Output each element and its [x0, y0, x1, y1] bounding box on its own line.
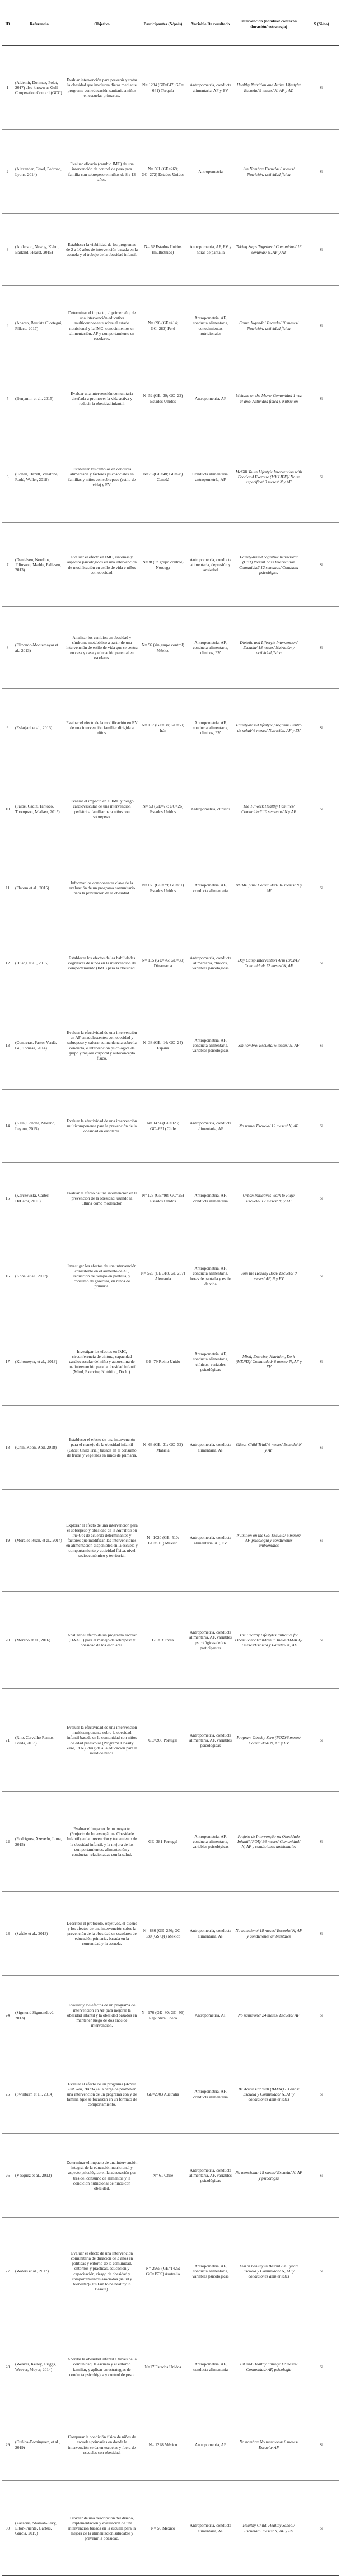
cell-intervencion: McGill Youth Lifestyle Intervention with Food and Exercise (MY LIFE)/ No se especifica/ 9 meses/ N y AF — [234, 431, 303, 523]
cell-si-no: Si — [303, 2325, 339, 2409]
cell-objetivo: Establecer el efecto de una intervención para el manejo de la obesidad infantil (Ghost Child Trial) basada en el consumo de frutas y vegetales en niños de primaria. — [65, 1406, 139, 1490]
cell-intervencion: HOME plus/ Comunidad/ 10 meses/ N y AF — [234, 851, 303, 925]
cell-id: 7 — [2, 523, 13, 607]
cell-referencia: (Danielsen, Nordhus, Júlíusson, Mæhle, Pallesen, 2013) — [13, 523, 65, 607]
cell-referencia: (Esfarjani et al., 2013) — [13, 689, 65, 767]
cell-referencia: (Zacarías, Shamah-Levy, Elton-Puente, Garbus, García, 2019) — [13, 2481, 65, 2576]
table-row — [2, 2325, 339, 2409]
table-row — [2, 2218, 339, 2325]
cell-objetivo: Analizar el efecto de un programa escolar (HAAPI) para el manejo de sobrepeso y obesidad de los escolares. — [65, 1592, 139, 1689]
cell-intervencion: Healthy Child, Healthy School/ Escuela/ 9 meses/ N, AF y EV — [234, 2481, 303, 2576]
cell-variable: Antropometría, clínicos — [187, 767, 234, 851]
cell-variable: Antropometría, AF, conducta alimentaria, clínicos, EV — [187, 689, 234, 767]
cell-referencia: (Huang et al., 2015) — [13, 925, 65, 1001]
cell-si-no: Si — [303, 46, 339, 130]
table-row — [2, 851, 339, 925]
header-row — [2, 2, 339, 46]
cell-participantes: N= 2965 (GE=1426; GC=1539) Australia — [139, 2218, 187, 2325]
cell-referencia: (Swinburn et al., 2014) — [13, 2055, 65, 2134]
table-row — [2, 607, 339, 689]
cell-objetivo: Evaluar el efecto de un programa (Active Eat Well, BAEW) a la carga de promover una intervención de un programa con y de familia (que se focalizan en un formato de comportamiento. — [65, 2055, 139, 2134]
cell-objetivo: Informar los componentes clave de la evaluación de un programa comunitario para la prevención de la obesidad. — [65, 851, 139, 925]
cell-referencia: (Kain, Concha, Moreno, Leyton, 2015) — [13, 1090, 65, 1163]
cell-intervencion: Family-based lifestyle program/ Centro de salud/ 6 meses/ Nutrición, AF y EV — [234, 689, 303, 767]
cell-referencia: (Rodrigues, Azevedo, Lima, 2015) — [13, 1792, 65, 1892]
cell-variable: Antropometría, AF, conducta alimentaria — [187, 1163, 234, 1234]
cell-participantes: GE=266 Portugal — [139, 1689, 187, 1792]
studies-table — [2, 2, 339, 2576]
table-row — [2, 1318, 339, 1406]
cell-objetivo: Determinar el impacto de una intervención integral de la educación nutricional y aspecto psicológico en la adecuación por tres del consumo de alimentos y la condición nutricional de niños con obesidad. — [65, 2134, 139, 2218]
cell-intervencion: Nutrition on the Go/ Escuela/ 6 meses/ AF, psicología y condiciones ambientales — [234, 1490, 303, 1592]
cell-referencia: (Karczewski, Carter, DeCator, 2016) — [13, 1163, 65, 1234]
cell-intervencion: GBeat-Child Trial/ 6 meses/ Escuela/ N y AF — [234, 1406, 303, 1490]
cell-si-no: Si — [303, 1234, 339, 1318]
cell-objetivo: Evaluar la efectividad de una intervención multicomponente sobre la obesidad infantil basada en la comunidad con niños de edad preescolar (Programa Obesity Zero, POZ), dirigida a la educación para la salud de niños. — [65, 1689, 139, 1792]
cell-participantes: GE=2003 Australia — [139, 2055, 187, 2134]
cell-objetivo: Establecer los efectos de las habilidades cognitivas de niños en la intervención de comportamiento (IMC) para la obesidad. — [65, 925, 139, 1001]
cell-participantes: N= 696 (GE=414; GC=282) Perú — [139, 286, 187, 366]
table-row — [2, 1792, 339, 1892]
cell-referencia: (Benjamin et al., 2015) — [13, 366, 65, 431]
cell-si-no: Si — [303, 2218, 339, 2325]
cell-objetivo: Evaluar la efectividad de una intervención multicomponente para la prevención de la obesidad en escolares. — [65, 1090, 139, 1163]
cell-referencia: (Morales-Ruan, et al., 2014) — [13, 1490, 65, 1592]
cell-referencia: (Alexander, Groel, Pedroso, Lyons, 2014) — [13, 130, 65, 214]
cell-objetivo: Proveer de una descripción del diseño, implementación y evaluación de una intervención basada en la escuela para la mejora de la alimentación saludable y prevenir la obesidad. — [65, 2481, 139, 2576]
cell-id: 27 — [2, 2218, 13, 2325]
cell-participantes: N=123 (GE=98; GC=25) Estados Unidos — [139, 1163, 187, 1234]
cell-referencia: (Weaver, Kelley, Griggs, Weaver, Moyer, 2014) — [13, 2325, 65, 2409]
cell-participantes: N= 117 (GE=58; GC=59) Irán — [139, 689, 187, 767]
table-header — [2, 2, 339, 46]
cell-si-no: Si — [303, 1406, 339, 1490]
cell-intervencion: Program Obesity Zero (POZ)/6 meses/ Comunidad/ N, AF y EV — [234, 1689, 303, 1792]
cell-participantes: GE=18 India — [139, 1592, 187, 1689]
cell-objetivo: Evaluar y los efectos de un programa de intervención en AF para mejorar la obesidad infantil y la obesidad basados en mantener luego de dos años de intervención. — [65, 1976, 139, 2055]
table-row — [2, 214, 339, 286]
cell-intervencion: Healthy Nutrition and Active Lifestyle/ Escuela/ 9 meses/ N, AF y AT. — [234, 46, 303, 130]
cell-objetivo: Evaluar el efecto de la modificación en EV de una intervención familiar dirigida a niños. — [65, 689, 139, 767]
cell-id: 17 — [2, 1318, 13, 1406]
cell-id: 15 — [2, 1163, 13, 1234]
table-row — [2, 1234, 339, 1318]
cell-variable: Antropometría, AF, conducta alimentaria, clínicos, variables psicológicas — [187, 1318, 234, 1406]
cell-participantes: GE=381 Portugal — [139, 1792, 187, 1892]
cell-referencia: (Elizondo-Montemayor et al., 2013) — [13, 607, 65, 689]
cell-intervencion: No mencionar 15 meses/ Escuela/ N, AF y psicología — [234, 2134, 303, 2218]
cell-intervencion: No name/ Escuela/ 12 meses/ N, AF — [234, 1090, 303, 1163]
cell-id: 12 — [2, 925, 13, 1001]
cell-participantes: N= 886 (GE=256; GC= 830 (GS Q1) México — [139, 1892, 187, 1976]
cell-si-no: Si — [303, 130, 339, 214]
cell-si-no: Si — [303, 1163, 339, 1234]
table-row — [2, 1592, 339, 1689]
table-row — [2, 366, 339, 431]
table-row — [2, 523, 339, 607]
cell-participantes: N= 50 México — [139, 2481, 187, 2576]
cell-participantes: N= 1228 México — [139, 2409, 187, 2481]
cell-intervencion: Urban Initiatives Work to Play/ Escuela/ 12 meses/ N, y AF — [234, 1163, 303, 1234]
table-row — [2, 46, 339, 130]
cell-id: 19 — [2, 1490, 13, 1592]
cell-variable: Antropometría, AF, conducta alimentaria — [187, 851, 234, 925]
cell-intervencion: Sin nombre/ Escuela/ 6 meses/ N, AF — [234, 1001, 303, 1090]
header-si-no: S (Si/no) — [303, 2, 339, 46]
cell-objetivo: Evaluar el efecto de una intervención en la prevención de la obesidad, usando la última como moderador. — [65, 1163, 139, 1234]
cell-id: 3 — [2, 214, 13, 286]
table-row — [2, 2481, 339, 2576]
cell-id: 25 — [2, 2055, 13, 2134]
cell-participantes: N= 53 (GE=27; GC=26) Estados Unidos — [139, 767, 187, 851]
cell-variable: Antropometría, AF, conducta alimentaria — [187, 2055, 234, 2134]
cell-intervencion: The Healthy Lifestyles Initiative for Obese Schoolchildren in India (HAAPI)/ 9 meses/Escuela y Familia/ N, AF — [234, 1592, 303, 1689]
cell-objetivo: Evaluar el efecto en IMC, síntomas y aspectos psicológicos en una intervención de modificación en estilo de vida e niños con obesidad. — [65, 523, 139, 607]
table-row — [2, 1976, 339, 2055]
cell-objetivo: Establecer la viabilidad de los programas de 2 a 10 años de intervención basada en la escuela y el trabajo de la obesidad infantil. — [65, 214, 139, 286]
cell-intervencion: Be Active Eat Well (BAEW) / 3 años/ Escuela y Comunidad/ N, AF y condiciones ambientales — [234, 2055, 303, 2134]
cell-participantes: N= 176 (GE=80; GC=96) República Checa — [139, 1976, 187, 2055]
cell-referencia: (Moreno et al., 2016) — [13, 1592, 65, 1689]
cell-objetivo: Determinar el impacto, al primer año, de una intervención educativa multicomponente sobre el estado nutricional y la IMC, conocimientos en alimentación, AF y comportamiento en escolares. — [65, 286, 139, 366]
cell-si-no: Si — [303, 1976, 339, 2055]
table-row — [2, 767, 339, 851]
cell-referencia: (Kobel et al., 2017) — [13, 1234, 65, 1318]
cell-si-no: Si — [303, 1090, 339, 1163]
cell-objetivo: Establecer los cambios en conducta alimentaria y factores psicosociales en familias y niños con sobrepeso (estilo de vida) y EV. — [65, 431, 139, 523]
table-row — [2, 1490, 339, 1592]
cell-si-no: Si — [303, 2481, 339, 2576]
cell-variable: Antropometría, conducta alimentaria, AF — [187, 1090, 234, 1163]
cell-intervencion: Fit and Healthy Family/ 12 meses/ Comunidad/ AF, psicología — [234, 2325, 303, 2409]
cell-intervencion: Family-based cognitive behavioral (CBT) Weight Loss Intervention Comunidad/ 12 semanas/ Conducta psicológica — [234, 523, 303, 607]
cell-variable: Antropometría, AF — [187, 1976, 234, 2055]
cell-referencia: (Aldemir, Donmez, Polat, 2017) also known as Gulf Cooperation Council (GCC) — [13, 46, 65, 130]
cell-participantes: N= 115 (GE=76; GC=39) Dinamarca — [139, 925, 187, 1001]
cell-participantes: N=17 Estados Unidos — [139, 2325, 187, 2409]
cell-si-no: Si — [303, 1490, 339, 1592]
cell-variable: Antropometría, conducta alimentaria, clínicos, variables psicológicas — [187, 925, 234, 1001]
table-body — [2, 46, 339, 2576]
cell-si-no: Si — [303, 523, 339, 607]
cell-id: 6 — [2, 431, 13, 523]
cell-id: 5 — [2, 366, 13, 431]
cell-id: 21 — [2, 1689, 13, 1792]
cell-variable: Antropometría, conducta alimentaria, AF, EV — [187, 1490, 234, 1592]
cell-si-no: Si — [303, 607, 339, 689]
header-variable: Variable De resultado — [187, 2, 234, 46]
cell-variable: Antropometría, AF — [187, 2409, 234, 2481]
cell-referencia: (Anderson, Newby, Kehm, Barland, Hearst, 2015) — [13, 214, 65, 286]
table-row — [2, 431, 339, 523]
cell-variable: Antropometría, conducta alimentaria, AF, variables psicológicas de los participantes — [187, 1592, 234, 1689]
header-objetivo: Objetivo — [65, 2, 139, 46]
cell-intervencion: Projeto de Intervenção na Obesidade Infantil (POI)/ 36 meses/ Comunidad/ N, AF y condiciones ambientales — [234, 1792, 303, 1892]
cell-id: 23 — [2, 1892, 13, 1976]
cell-participantes: N= 1474 (GE=823; GC=651) Chile — [139, 1090, 187, 1163]
cell-referencia: (Falbe, Cadiz, Tantoco, Thompson, Madsen, 2015) — [13, 767, 65, 851]
cell-referencia: (Flatom et al., 2015) — [13, 851, 65, 925]
cell-variable: Antropometría, AF, EV y horas de pantalla — [187, 214, 234, 286]
cell-participantes: N=63 (GE=31; GC=32) Malasia — [139, 1406, 187, 1490]
table-row — [2, 1892, 339, 1976]
cell-id: 11 — [2, 851, 13, 925]
cell-objetivo: Explorar el efecto de una intervención para el sobrepeso y obesidad de la Nutrition on the Go; de acuerdo determinantes y factores que modifican las intervenciones en alimentación disponibles en la escuela y comportamiento y actividad física, nivel socioeconómico y territorial. — [65, 1490, 139, 1592]
cell-objetivo: Analizar los cambios en obesidad y síndrome metabólico a partir de una intervención de estilo de vida que se centra en casa y casa y educación parental en escolares. — [65, 607, 139, 689]
cell-si-no: Si — [303, 1689, 339, 1792]
cell-si-no: Si — [303, 431, 339, 523]
cell-participantes: N= 96 (sin grupo control) México — [139, 607, 187, 689]
cell-variable: Conducta alimentaria, antropometría, AF — [187, 431, 234, 523]
cell-id: 26 — [2, 2134, 13, 2218]
cell-id: 14 — [2, 1090, 13, 1163]
table-row — [2, 2134, 339, 2218]
cell-participantes: N=52 (GE=30; GC=22) Estados Unidos — [139, 366, 187, 431]
table-row — [2, 925, 339, 1001]
cell-objetivo: Evaluar la efectividad de una intervención en AF en adolescentes con obesidad y sobrepeso y valorar su incidencia sobre la conducta, e intervención psicológica de grupo y mejora corporal y autoconcepto físico. — [65, 1001, 139, 1090]
cell-referencia: (Vásquez et al., 2013) — [13, 2134, 65, 2218]
cell-id: 8 — [2, 607, 13, 689]
cell-variable: Antropometría, AF, conducta alimentaria, variables psicológicas — [187, 1001, 234, 1090]
cell-intervencion: No name/one/ 18 meses/ Escuela/ N, AF y condiciones ambientales — [234, 1892, 303, 1976]
cell-si-no: Si — [303, 1592, 339, 1689]
cell-variable: Antropometría, conducta alimentaria, AF y EV — [187, 46, 234, 130]
cell-participantes: N= 62 Estados Unidos (multiétnico) — [139, 214, 187, 286]
cell-referencia: (Contreras, Pastor Verdú, Gil, Tomasa, 2014) — [13, 1001, 65, 1090]
cell-participantes: N=38 (GE=14; GC=24) España — [139, 1001, 187, 1090]
cell-si-no: Si — [303, 767, 339, 851]
header-intervencion: Intervención (nombre/ contexto/ duración/ estrategia) — [234, 2, 303, 46]
cell-participantes: N=78 (GE=48; GC=28) Canadá — [139, 431, 187, 523]
cell-intervencion: Join the Healthy Boat/ Escuela/ 9 meses/ AF, N y EV — [234, 1234, 303, 1318]
cell-si-no: Si — [303, 366, 339, 431]
cell-variable: Antropometría, AF, conducta alimentaria, conocimientos nutricionales — [187, 286, 234, 366]
cell-intervencion: Como Jugando! Escuela/ 10 meses/ Nutrición, actividad física — [234, 286, 303, 366]
cell-si-no: Si — [303, 2409, 339, 2481]
cell-participantes: N= 1284 (GE=647; GC= 641) Turquía — [139, 46, 187, 130]
cell-si-no: Si — [303, 2134, 339, 2218]
cell-variable: Antropometría, conducta alimentaria, depresión y ansiedad — [187, 523, 234, 607]
cell-si-no: Si — [303, 1892, 339, 1976]
cell-referencia: (Kolomeyra, et al., 2013) — [13, 1318, 65, 1406]
table-row — [2, 1001, 339, 1090]
table-row — [2, 286, 339, 366]
table-row — [2, 2055, 339, 2134]
cell-id: 13 — [2, 1001, 13, 1090]
cell-id: 9 — [2, 689, 13, 767]
cell-participantes: N= 561 (GE=269; GC=272) Estados Unidos — [139, 130, 187, 214]
cell-variable: Antropometría, AF, conducta alimentaria, clínicos, EV — [187, 607, 234, 689]
header-id: ID — [2, 2, 13, 46]
cell-id: 28 — [2, 2325, 13, 2409]
cell-si-no: Si — [303, 2055, 339, 2134]
cell-si-no: Si — [303, 689, 339, 767]
cell-id: 20 — [2, 1592, 13, 1689]
cell-referencia: (Rito, Carvalho Ramos, Breda, 2013) — [13, 1689, 65, 1792]
cell-referencia: (Chin, Koon, Abd, 2018) — [13, 1406, 65, 1490]
cell-intervencion: Mehane on the Move/ Comunidad 1 vez al año/ Actividad física y Nutrición — [234, 366, 303, 431]
header-participantes: Participantes (N/país) — [139, 2, 187, 46]
cell-si-no: Si — [303, 1001, 339, 1090]
cell-variable: Antropometría, AF, conducta alimentaria, variables psicológicas — [187, 2218, 234, 2325]
cell-variable: Antropometría, conducta alimentaria, AF, variables psicológicas — [187, 2134, 234, 2218]
cell-intervencion: Taking Steps Together / Comunidad/ 16 semanas/ N, AF y AT — [234, 214, 303, 286]
cell-objetivo: Investigar los efectos de una intervención consistente en el aumento de AF, reducción de tiempo en pantalla, y consumo de gaseosas, en niños de primaria. — [65, 1234, 139, 1318]
cell-variable: Antropometría, conducta alimentaria, AF — [187, 1406, 234, 1490]
cell-intervencion: Day Camp Intervention Arm (DCIA)/ Comunidad/ 12 meses/ N, AF — [234, 925, 303, 1001]
cell-referencia: (Aparco, Bautista Olortegui, Pillaca, 2017) — [13, 286, 65, 366]
table-row — [2, 1689, 339, 1792]
cell-objetivo: Evaluar eficacia (cambio IMC) de una intervención de control de peso para familia con sobrepeso en niños de 8 a 13 años. — [65, 130, 139, 214]
cell-participantes: N=38 (un grupo control) Noruega — [139, 523, 187, 607]
cell-variable: Antropometría, AF, conducta alimentaria, horas de pantalla y estilo de vida — [187, 1234, 234, 1318]
cell-variable: Antropometría — [187, 130, 234, 214]
cell-id: 24 — [2, 1976, 13, 2055]
cell-referencia: (Cuñica-Domínguez, et al., 2019) — [13, 2409, 65, 2481]
cell-id: 22 — [2, 1792, 13, 1892]
cell-objetivo: Evaluar una intervención comunitaria diseñada a promover la vida activa y reducir la obesidad infantil. — [65, 366, 139, 431]
cell-variable: Antropometría, AF, conducta alimentaria, variables psicológicas — [187, 1792, 234, 1892]
cell-objetivo: Evaluar el impacto de un proyecto (Projecto de Intervenção na Obesidade Infantil) en la prevención y tratamiento de la obesidad infantil, y la mejora de los comportamientos, alimentación y conductas relacionadas con la salud. — [65, 1792, 139, 1892]
cell-participantes: GE=79 Reino Unido — [139, 1318, 187, 1406]
cell-objetivo: Abordar la obesidad infantil a través de la comunidad, la escuela y el entorno familiar, y aplicar en estrategias de conducta psicológica y control de peso. — [65, 2325, 139, 2409]
table-row — [2, 1406, 339, 1490]
cell-objetivo: Investigar los efectos en IMC, circunferencia de cintura, capacidad cardiovascular del niño y autoestima de una intervención para la obesidad infantil (Mind, Exercise, Nutrition, Do It!). — [65, 1318, 139, 1406]
cell-variable: Antropometría, AF, conducta alimentaria — [187, 2325, 234, 2409]
cell-id: 2 — [2, 130, 13, 214]
table-row — [2, 130, 339, 214]
cell-referencia: (Safdie et al., 2013) — [13, 1892, 65, 1976]
cell-participantes: N= 61 Chile — [139, 2134, 187, 2218]
cell-si-no: Si — [303, 214, 339, 286]
cell-si-no: Si — [303, 1792, 339, 1892]
cell-referencia: (Sigmund Sigmundová, 2013) — [13, 1976, 65, 2055]
cell-intervencion: Mind, Exercise, Nutrition, Do it (MEND)/ Comunidad/ 6 meses/ N, AF y EV — [234, 1318, 303, 1406]
cell-variable: Antropometría, AF — [187, 366, 234, 431]
cell-id: 30 — [2, 2481, 13, 2576]
cell-id: 16 — [2, 1234, 13, 1318]
cell-id: 4 — [2, 286, 13, 366]
cell-objetivo: Evaluar intervención para prevenir y tratar la obesidad que involucra dietas mediante programa con educación sanitaria a niños en escuelas primarias. — [65, 46, 139, 130]
cell-id: 10 — [2, 767, 13, 851]
header-referencia: Referencia — [13, 2, 65, 46]
cell-variable: Antropometría, conducta alimentaria, AF — [187, 1892, 234, 1976]
table-row — [2, 2409, 339, 2481]
table-row — [2, 1090, 339, 1163]
cell-si-no: Si — [303, 925, 339, 1001]
cell-referencia: (Cohen, Hazell, Vanstone, Rodd, Weiler, 2018) — [13, 431, 65, 523]
table-row — [2, 689, 339, 767]
cell-variable: Antropometría, conducta alimentaria, AF — [187, 2481, 234, 2576]
cell-objetivo: Evaluar el impacto en el IMC y riesgo cardiovascular de una intervención pediátrica familiar para niños con sobrepeso. — [65, 767, 139, 851]
cell-id: 1 — [2, 46, 13, 130]
cell-intervencion: No name/one/ 24 meses/ Escuela/ AF — [234, 1976, 303, 2055]
cell-referencia: (Waters et al., 2017) — [13, 2218, 65, 2325]
cell-objetivo: Describir el protocolo, objetivos, el diseño y los efectos de una intervención sobre la prevención de la obesidad en escolares de educación primaria, basada en la comunidad y la escuela. — [65, 1892, 139, 1976]
table-row — [2, 1163, 339, 1234]
cell-participantes: N= 525 (GE 318, GC 207) Alemania — [139, 1234, 187, 1318]
cell-intervencion: Fun 'n healthy in Basoul / 3.5 year/ Escuela y Comunidad/ N, AF y condiciones ambientales — [234, 2218, 303, 2325]
cell-objetivo: Comparar la condición física de niños de escuelas primarias en donde la intervención se da en escuelas y fuera de escuelas con obesidad. — [65, 2409, 139, 2481]
cell-intervencion: No nombre/ No menciona/ 6 meses/ Escuela/ AF — [234, 2409, 303, 2481]
cell-intervencion: Sin Nombre/ Escuela/ 6 meses/ Nutrición, actividad física — [234, 130, 303, 214]
cell-id: 18 — [2, 1406, 13, 1490]
cell-participantes: N= 1020 (GE=510; GC=510) México — [139, 1490, 187, 1592]
cell-si-no: Si — [303, 1318, 339, 1406]
cell-participantes: N=160 (GE=79; GC=81) Estados Unidos — [139, 851, 187, 925]
cell-id: 29 — [2, 2409, 13, 2481]
cell-intervencion: Dietetic and Lifestyle Intervention/ Escuela/ 18 meses/ Nutrición y actividad física — [234, 607, 303, 689]
cell-si-no: Si — [303, 286, 339, 366]
cell-si-no: Si — [303, 851, 339, 925]
cell-objetivo: Evaluar el efecto de una intervención comunitaria de duración de 3 años en políticas y entorno de la comunidad, entornos y prácticas, educación y capacitación, riesgo de obesidad y comportamientos asociados (salud y bienestar) (It's Fun to be healthy in Basoul). — [65, 2218, 139, 2325]
cell-intervencion: The 10 week Healthy Families/ Comunidad/ 10 semanas/ N y AF — [234, 767, 303, 851]
cell-variable: Antropometría, conducta alimentaria, AF, variables psicológicas — [187, 1689, 234, 1792]
